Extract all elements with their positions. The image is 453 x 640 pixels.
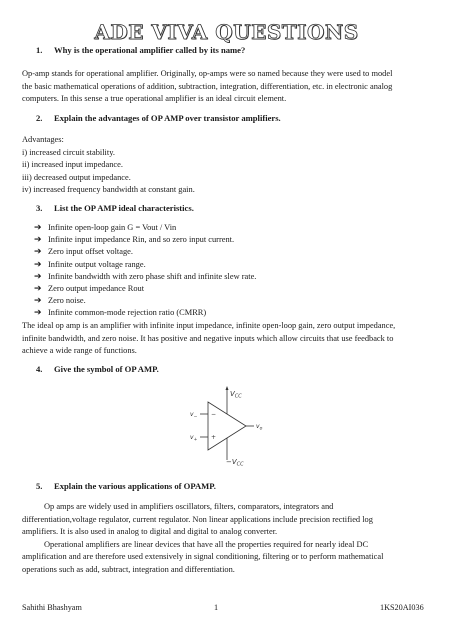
vcc-top-label: $V_{CC}$ [230,390,242,400]
answer-line: differentiation,voltage regulator, current regulator. Non linear applications include precision rectified log [22,514,373,524]
arrow-icon: ➔ [34,296,42,307]
arrow-up-icon [226,386,229,390]
question-number: 5. [36,481,43,491]
question-text: Explain the various applications of OPAMP. [54,481,216,491]
arrow-icon: ➔ [34,235,42,246]
footer-id: 1KS20AI036 [380,603,424,612]
question-text: Why is the operational amplifier called by its name? [54,45,246,55]
answer-line: achieve a wide range of functions. [22,346,137,356]
answer-3-paragraph [22,320,434,358]
answer-1 [22,68,434,106]
answer-line: Advantages: [22,135,64,144]
question-text: Explain the advantages of OP AMP over transistor amplifiers. [54,113,281,123]
characteristics-list [34,222,256,320]
answer-line: iv) increased frequency bandwidth at constant gain. [22,185,195,195]
v-out-label: $v_o$ [256,423,263,432]
minus-sign: − [211,411,217,418]
question-number: 3. [36,203,43,213]
answer-line: amplification and are therefore used extensively in signal conditioning, filtering or to perform mathematical [22,552,384,562]
answer-line: iii) decreased output impedance. [22,172,131,182]
answer-line: Op-amp stands for operational amplifier. Originally, op-amps were so named because they were used to model [22,69,393,78]
arrow-icon: ➔ [34,308,42,319]
arrow-icon: ➔ [34,271,42,282]
list-item: ➔ Infinite bandwidth with zero phase shift and infinite slew rate. [34,271,257,282]
op-amp-symbol [180,384,280,470]
list-item: ➔ Infinite output voltage range. [34,259,146,270]
question-number: 2. [36,113,43,123]
answer-line: Op amps are widely used in amplifiers oscillators, filters, comparators, integrators and [44,502,334,511]
list-item: ➔ Zero input offset voltage. [34,247,133,258]
question-3 [36,203,194,213]
list-item: ➔ Infinite open-loop gain G = Vout / Vin [34,223,177,233]
arrow-icon: ➔ [34,259,42,270]
answer-line: ii) increased input impedance. [22,160,123,170]
list-item: ➔ Zero noise. [34,296,86,307]
list-item: ➔ Zero output impedance Rout [34,284,145,295]
arrow-icon: ➔ [34,284,42,295]
footer-author: Sahithi Bhashyam [22,603,82,612]
list-item: ➔ Infinite input impedance Rin, and so zero input current. [34,235,235,246]
answer-line: computers. In this sense a true operational amplifier is an ideal circuit element. [22,94,287,104]
question-text: Give the symbol of OP AMP. [54,364,159,374]
question-1 [36,45,245,55]
v-minus-label: $v_-$ [190,411,198,420]
question-number: 1. [36,45,43,55]
v-plus-label: $v_+$ [190,434,198,443]
arrow-icon: ➔ [34,247,42,258]
question-4 [36,364,159,374]
page-title: ADE VIVA QUESTIONS [94,20,359,44]
question-number: 4. [36,364,43,374]
answer-line: infinite bandwidth, and zero noise. It has positive and negative inputs which allow circuits that use feedback to [22,333,394,343]
answer-5 [22,501,434,577]
question-2 [36,113,281,123]
question-5 [36,481,216,491]
answer-line: operations such as add, subtract, integration and differentiation. [22,564,235,574]
answer-line: amplifiers. It is also used in analog to digital and digital to analog converter. [22,527,278,537]
footer-page-number: 1 [214,603,219,612]
list-item: ➔ Infinite common-mode rejection ratio (CMRR) [34,308,207,319]
answer-line: the basic mathematical operations of addition, subtraction, integration, differentiation, etc. in electronic analog [22,81,393,91]
answer-line: i) increased circuit stability. [22,147,115,157]
vcc-bottom-label: $-V_{CC}$ [226,458,244,468]
answer-line: The ideal op amp is an amplifier with infinite input impedance, infinite open-loop gain, zero output impedance, [22,321,396,330]
plus-sign: + [211,434,217,441]
answer-2 [22,134,434,197]
arrow-icon: ➔ [34,223,42,233]
answer-line: Operational amplifiers are linear devices that have all the properties required for nearly ideal DC [44,539,369,549]
question-text: List the OP AMP ideal characteristics. [54,203,194,213]
